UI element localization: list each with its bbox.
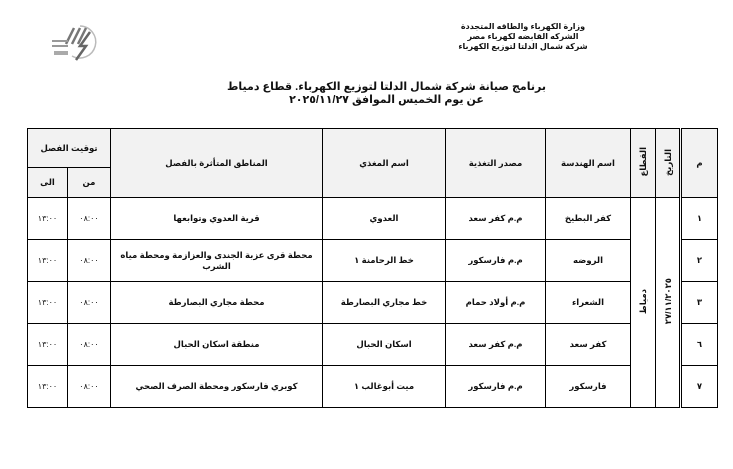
header-num: م — [681, 129, 718, 198]
source-cell: م.م كفر سعد — [446, 198, 546, 240]
header-from: من — [68, 168, 111, 198]
to-time-cell: ١٣:٠٠ — [28, 366, 68, 408]
title-line-1: برنامج صيانة شركة شمال الدلتا لتوزيع الكهرباء. قطاع دمياط — [227, 81, 546, 93]
date-cell — [656, 198, 681, 408]
ministry-name: وزارة الكهرباء والطاقه المتجددة — [460, 22, 586, 31]
header-date: التاريخ — [656, 129, 681, 198]
header-engineering: اسم الهندسة — [546, 129, 631, 198]
row-number: ٦ — [681, 324, 718, 366]
feeder-cell: خط الرحامنة ١ — [323, 240, 446, 282]
source-cell: م.م فارسكور — [446, 240, 546, 282]
maintenance-schedule-table — [27, 128, 718, 408]
title-line-2: عن يوم الخميس الموافق ٢٠٢٥/١١/٢٧ — [289, 94, 484, 106]
source-cell: م.م كفر سعد — [446, 324, 546, 366]
engineering-cell: فارسكور — [546, 366, 631, 408]
table-row — [28, 324, 718, 366]
table-row — [28, 240, 718, 282]
row-number: ٢ — [681, 240, 718, 282]
to-time-cell: ١٣:٠٠ — [28, 282, 68, 324]
engineering-cell: كفر البطيخ — [546, 198, 631, 240]
sector-value: دمياط — [638, 288, 648, 315]
areas-cell: منطقة اسكان الحبال — [111, 324, 323, 366]
feeder-cell: العدوي — [323, 198, 446, 240]
date-value: ٢٧/١١/٢٠٢٥ — [662, 278, 673, 325]
company-name: شركة شمال الدلتا لتوزيع الكهرباء — [458, 42, 588, 51]
from-time-cell: ٠٨:٠٠ — [68, 240, 111, 282]
document-title — [0, 81, 733, 107]
from-time-cell: ٠٨:٠٠ — [68, 282, 111, 324]
engineering-cell: كفر سعد — [546, 324, 631, 366]
to-time-cell: ١٣:٠٠ — [28, 324, 68, 366]
areas-cell: محطة مجاري البصارطة — [111, 282, 323, 324]
header-feeder: اسم المغذي — [323, 129, 446, 198]
header-sector: القطاع — [631, 129, 656, 198]
from-time-cell: ٠٨:٠٠ — [68, 198, 111, 240]
header-to: الى — [28, 168, 68, 198]
row-number: ١ — [681, 198, 718, 240]
header-areas: المناطق المتأثرة بالفصل — [111, 129, 323, 198]
table-row — [28, 198, 718, 240]
table-row — [28, 366, 718, 408]
feeder-cell: خط مجاري البصارطة — [323, 282, 446, 324]
letterhead — [423, 22, 623, 52]
sector-cell — [631, 198, 656, 408]
from-time-cell: ٠٨:٠٠ — [68, 324, 111, 366]
row-number: ٣ — [681, 282, 718, 324]
company-logo — [50, 22, 110, 62]
header-source: مصدر التغذية — [446, 129, 546, 198]
feeder-cell: ميت أبوغالب ١ — [323, 366, 446, 408]
from-time-cell: ٠٨:٠٠ — [68, 366, 111, 408]
areas-cell: كوبري فارسكور ومحطة الصرف الصحي — [111, 366, 323, 408]
areas-cell: محطة قرى عزبة الجندى والعزازمة ومحطة مياه الشرب — [111, 240, 323, 282]
to-time-cell: ١٣:٠٠ — [28, 240, 68, 282]
holding-company-name: الشركه القابضه لكهرباء مصر — [467, 32, 579, 41]
header-timing: توقيت الفصل — [28, 129, 111, 168]
source-cell: م.م فارسكور — [446, 366, 546, 408]
areas-cell: قرية العدوي وتوابعها — [111, 198, 323, 240]
feeder-cell: اسكان الحبال — [323, 324, 446, 366]
table-row — [28, 282, 718, 324]
engineering-cell: الروضه — [546, 240, 631, 282]
engineering-cell: الشعراء — [546, 282, 631, 324]
source-cell: م.م أولاد حمام — [446, 282, 546, 324]
to-time-cell: ١٣:٠٠ — [28, 198, 68, 240]
row-number: ٧ — [681, 366, 718, 408]
